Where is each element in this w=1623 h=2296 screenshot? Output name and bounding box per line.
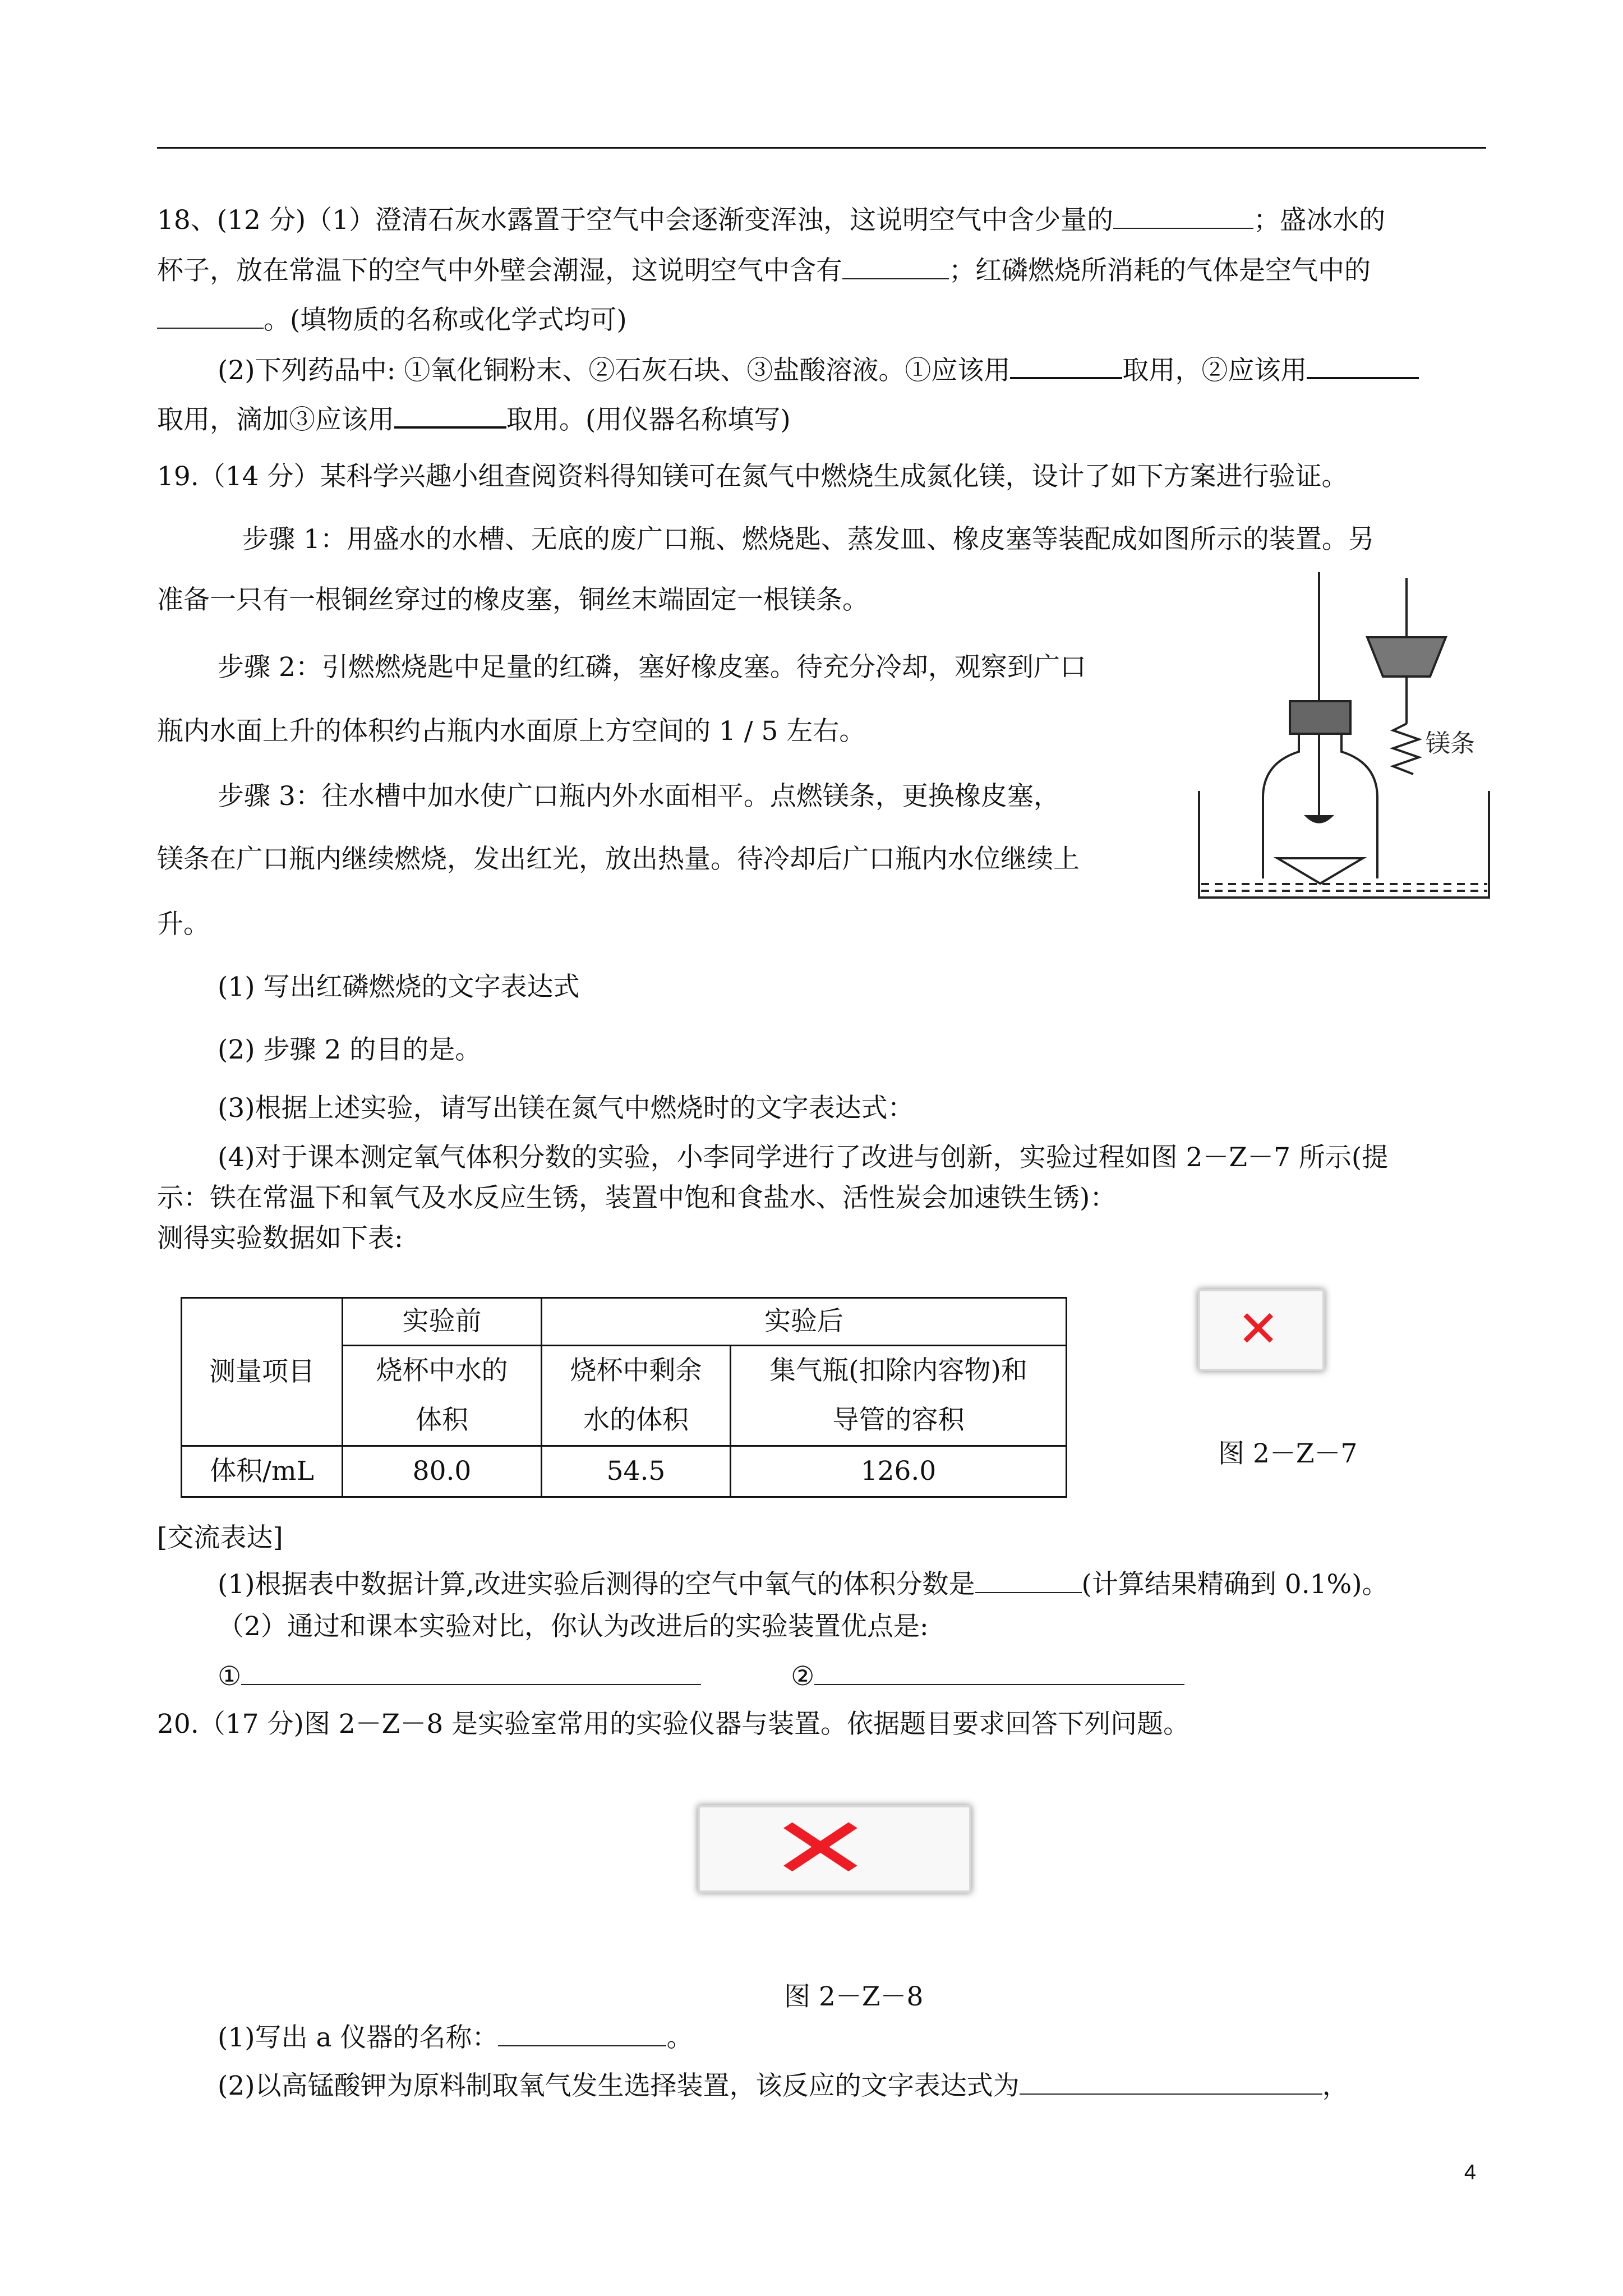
magnesium-ribbon [1393, 724, 1419, 774]
q18-line-4 [218, 352, 1419, 388]
q18-blank-4[interactable] [1010, 352, 1122, 379]
q19-step1-line2: 准备一只有一根铜丝穿过的橡皮塞，铜丝末端固定一根镁条。 [157, 585, 869, 615]
table-value-before: 80.0 [343, 1446, 542, 1497]
q18-text-9: 取用。(用仪器名称填写) [506, 404, 791, 435]
apparatus-diagram [1189, 567, 1503, 903]
table-group-after: 实验后 [542, 1298, 1067, 1346]
q19-sub4-line1: (4)对于课本测定氧气体积分数的实验，小李同学进行了改进与创新，实验过程如图 2－Z－7 所示(提 [218, 1142, 1389, 1173]
evaporating-dish [1278, 858, 1363, 884]
q19-sub4-line2: 示：铁在常温下和氧气及水反应生锈，装置中饱和食盐水、活性炭会加速铁生锈)： [157, 1182, 1117, 1213]
exchange-q1 [218, 1567, 1389, 1602]
bottle-stopper [1290, 701, 1350, 734]
exchange-answers [218, 1659, 1184, 1694]
table-row-header: 测量项目 [182, 1298, 343, 1446]
figure-2z7-caption: 图 2－Z－7 [1218, 1438, 1358, 1469]
q18-text-7: 取用，②应该用 [1122, 355, 1307, 386]
table-col1-header: 烧杯中水的 体积 [343, 1346, 542, 1446]
figure-2z8-placeholder [698, 1800, 971, 1898]
exchange-q1-blank[interactable] [975, 1567, 1082, 1593]
answer-1-label: ① [218, 1661, 242, 1692]
table-value-volume: 126.0 [731, 1446, 1067, 1497]
q18-text-4: ；红磷燃烧所消耗的气体是空气中的 [949, 255, 1371, 286]
q18-line-5 [157, 402, 791, 437]
q18-line-1 [157, 203, 1385, 237]
q18-text-3: 杯子，放在常温下的空气中外壁会潮湿，这说明空气中含有 [157, 255, 842, 286]
q19-step2-line1: 步骤 2：引燃燃烧匙中足量的红磷，塞好橡皮塞。待充分冷却，观察到广口 [218, 652, 1086, 683]
q19-step2-line2: 瓶内水面上升的体积约占瓶内水面原上方空间的 1 / 5 左右。 [157, 716, 866, 747]
answer-2-blank[interactable] [814, 1659, 1184, 1685]
q20-sub2-blank[interactable] [1020, 2069, 1322, 2095]
q18-blank-5[interactable] [1307, 352, 1419, 379]
q20-sub1: (1)写出 a 仪器的名称： 。 [218, 2021, 693, 2055]
spare-stopper [1367, 637, 1446, 677]
q18-line-3 [157, 303, 627, 337]
q19-sub2: (2) 步骤 2 的目的是。 [218, 1034, 482, 1065]
q18-text-8: 取用，滴加③应该用 [157, 404, 394, 435]
answer-2-label: ② [791, 1661, 815, 1692]
figure-2z7-placeholder [1198, 1289, 1325, 1371]
q20-intro: 20.（17 分)图 2－Z－8 是实验室常用的实验仪器与装置。依据题目要求回答下列问题。 [157, 1709, 1190, 1740]
table-unit-label: 体积/mL [182, 1446, 343, 1497]
red-x-icon: ✕ [767, 1800, 874, 1898]
q19-intro: 19.（14 分）某科学兴趣小组查阅资料得知镁可在氮气中燃烧生成氮化镁，设计了如下方案进行验证。 [157, 461, 1348, 492]
q20-sub2-text: (2)以高锰酸钾为原料制取氧气发生选择装置，该反应的文字表达式为 [218, 2070, 1020, 2101]
figure-2z8-caption: 图 2－Z－8 [784, 1981, 924, 2012]
q19-sub3: (3)根据上述实验，请写出镁在氮气中燃烧时的文字表达式： [218, 1093, 914, 1124]
table-value-remaining: 54.5 [542, 1446, 731, 1497]
measurement-table [181, 1297, 1067, 1498]
q20-sub1-text: (1)写出 a 仪器的名称： [218, 2022, 499, 2053]
header-rule [157, 147, 1486, 149]
exchange-heading: [交流表达] [157, 1522, 283, 1553]
table-col2-header: 烧杯中剩余 水的体积 [542, 1346, 731, 1446]
q18-blank-2[interactable] [842, 254, 949, 279]
q18-text-5: 。(填物质的名称或化学式均可) [264, 305, 627, 335]
water-trough [1199, 791, 1489, 898]
q19-step3-line1: 步骤 3：往水槽中加水使广口瓶内外水面相平。点燃镁条，更换橡皮塞， [218, 781, 1060, 812]
q20-sub1-blank[interactable] [498, 2021, 666, 2046]
combustion-spoon [1307, 816, 1331, 822]
q18-text-1: 18、(12 分)（1）澄清石灰水露置于空气中会逐渐变浑浊，这说明空气中含少量的 [157, 205, 1114, 236]
q18-blank-1[interactable] [1113, 203, 1253, 229]
page-number: 4 [1464, 2161, 1476, 2184]
q20-sub2: (2)以高锰酸钾为原料制取氧气发生选择装置，该反应的文字表达式为 ， [218, 2069, 1349, 2103]
q18-line-2 [157, 254, 1371, 288]
q18-text-2: ；盛冰水的 [1253, 205, 1386, 236]
q18-blank-6[interactable] [394, 402, 506, 429]
magnesium-label: 镁条 [1426, 729, 1475, 758]
exchange-q2: （2）通过和课本实验对比，你认为改进后的实验装置优点是: [218, 1611, 929, 1642]
table-col3-header: 集气瓶(扣除内容物)和 导管的容积 [731, 1346, 1067, 1446]
exchange-q1-tail: (计算结果精确到 0.1%)。 [1081, 1569, 1389, 1600]
table-group-before: 实验前 [343, 1298, 542, 1346]
q18-text-6: (2)下列药品中: ①氧化铜粉末、②石灰石块、③盐酸溶液。①应该用 [218, 355, 1011, 386]
answer-1-blank[interactable] [241, 1659, 701, 1685]
q19-step3-line3: 升。 [157, 909, 210, 940]
exchange-q1-text: (1)根据表中数据计算,改进实验后测得的空气中氧气的体积分数是 [218, 1569, 975, 1600]
q19-sub1: (1) 写出红磷燃烧的文字表达式 [218, 972, 580, 1002]
q19-step1-line1: 步骤 1：用盛水的水槽、无底的废广口瓶、燃烧匙、蒸发皿、橡皮塞等装配成如图所示的装置。另 [242, 524, 1375, 555]
q18-blank-3[interactable] [157, 303, 264, 329]
q19-step3-line2: 镁条在广口瓶内继续燃烧，发出红光，放出热量。待冷却后广口瓶内水位继续上 [157, 844, 1080, 875]
red-x-icon: ✕ [1237, 1300, 1280, 1359]
q19-sub4-line3: 测得实验数据如下表: [157, 1223, 403, 1254]
